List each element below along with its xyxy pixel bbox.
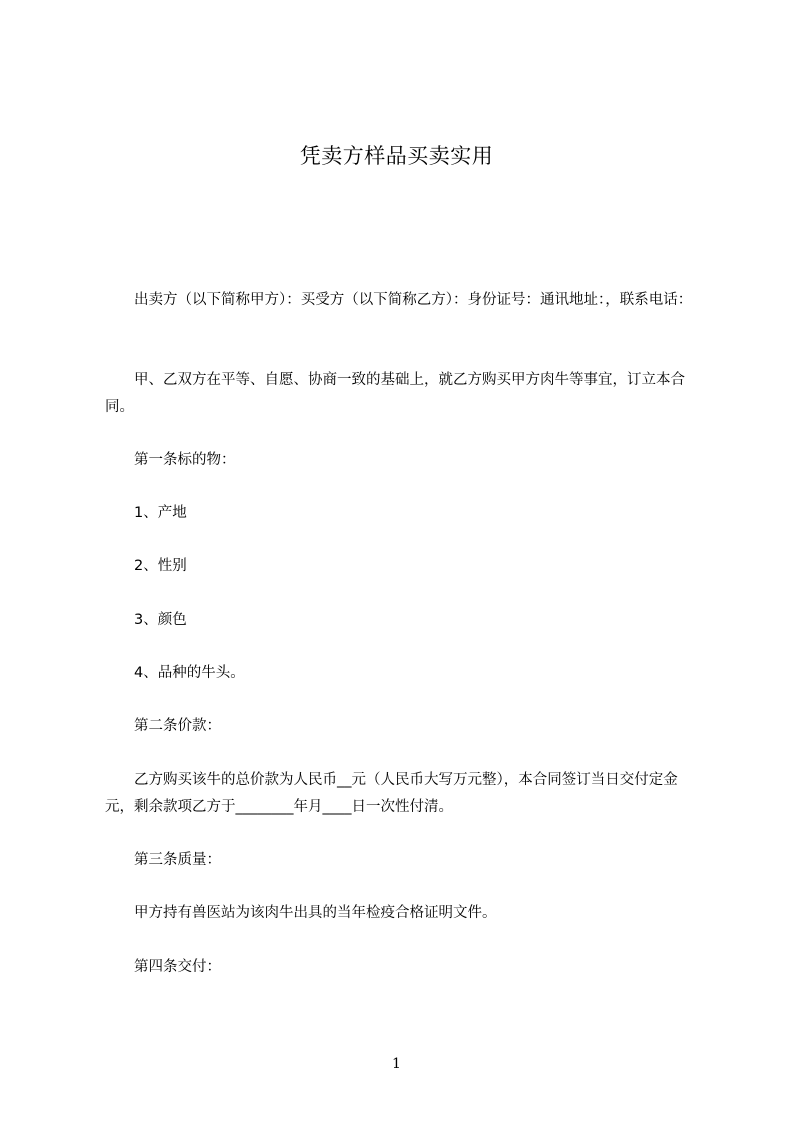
list-item-color: 3、颜色: [105, 612, 187, 628]
list-item-breed: 4、品种的牛头。: [105, 665, 245, 681]
page-number: 1: [392, 1056, 401, 1072]
heading-article-3: 第三条质量：: [105, 852, 221, 868]
paragraph-quality: 甲方持有兽医站为该肉牛出具的当年检疫合格证明文件。: [105, 905, 497, 921]
list-item-gender: 2、性别: [105, 558, 187, 574]
document-title: 凭卖方样品买卖实用: [299, 144, 494, 168]
paragraph-price: 乙方购买该牛的总价款为人民币__元（人民币大写万元整），本合同签订当日交付定金元，剩余款项乙方于________年月____日一次性付清。: [105, 772, 678, 815]
paragraph-agreement: 甲、乙双方在平等、自愿、协商一致的基础上，就乙方购买甲方肉牛等事宜，订立本合同。: [105, 372, 685, 415]
heading-article-4: 第四条交付：: [105, 959, 221, 975]
paragraph-parties: 出卖方（以下简称甲方）：买受方（以下简称乙方）：身份证号：通讯地址：，联系电话：: [105, 292, 693, 308]
heading-article-2: 第二条价款：: [105, 718, 221, 734]
list-item-origin: 1、产地: [105, 505, 187, 521]
heading-article-1: 第一条标的物：: [105, 452, 236, 468]
